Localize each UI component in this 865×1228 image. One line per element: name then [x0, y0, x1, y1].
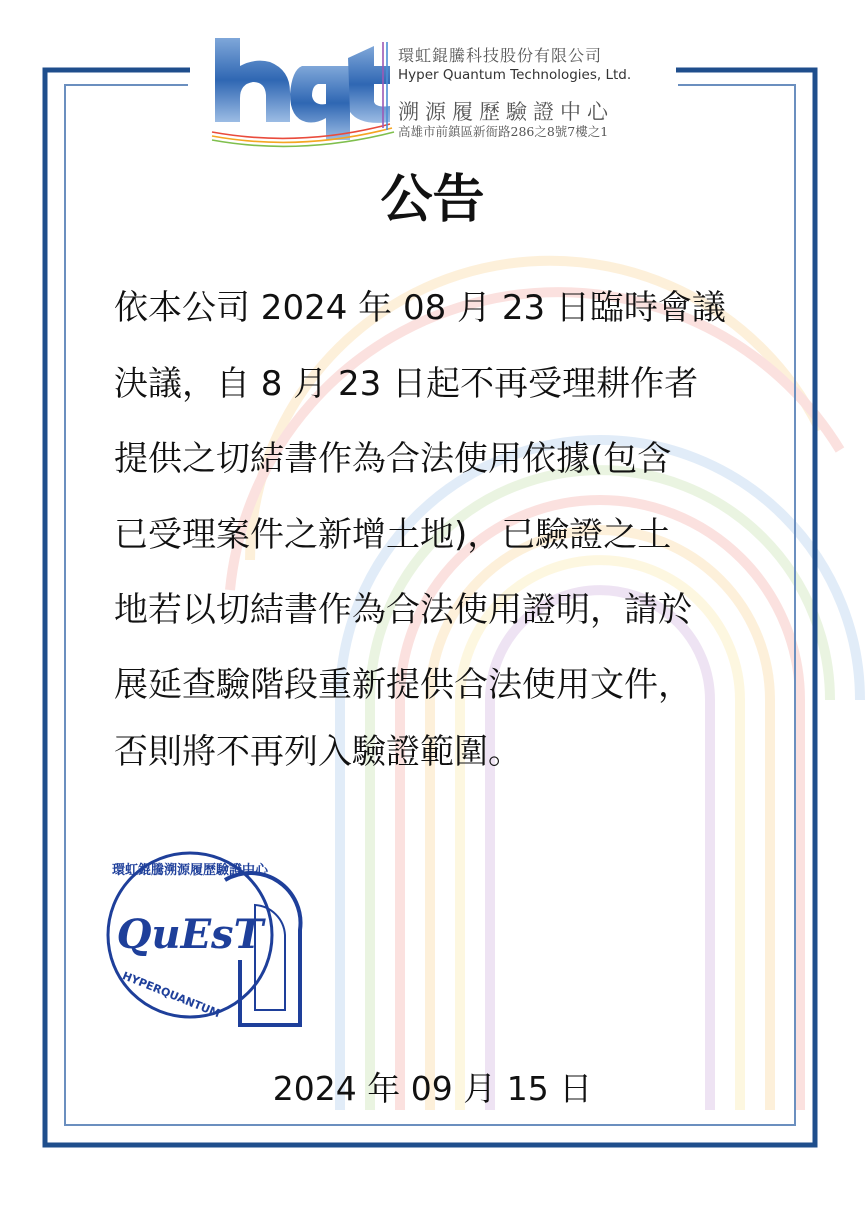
company-name-en: Hyper Quantum Technologies, Ltd.	[398, 67, 632, 83]
hqt-logo	[212, 38, 394, 146]
body-line: 否則將不再列入驗證範圍。	[114, 732, 522, 772]
body-line: 提供之切結書作為合法使用依據(包含	[114, 439, 672, 479]
stamp-brand: QuEsT	[116, 911, 264, 958]
stamp-bottom-text: HYPERQUANTUM	[120, 969, 223, 1021]
body-line: 展延查驗階段重新提供合法使用文件，	[114, 665, 692, 705]
body-line: 已受理案件之新增土地)，已驗證之土	[114, 515, 672, 555]
notice-title: 公告	[380, 170, 485, 230]
body-line: 決議，自 8 月 23 日起不再受理耕作者	[114, 364, 699, 404]
body-line: 依本公司 2024 年 08 月 23 日臨時會議	[114, 288, 726, 328]
center-name: 溯源履歷驗證中心	[398, 100, 614, 124]
company-name-zh: 環虹錕騰科技股份有限公司	[398, 46, 603, 65]
notice-date: 2024 年 09 月 15 日	[272, 1069, 593, 1108]
body-line: 地若以切結書作為合法使用證明，請於	[114, 590, 692, 630]
stamp-ring-text: 環虹錕騰溯源履歷驗證中心	[111, 863, 269, 878]
quest-stamp	[108, 853, 300, 1025]
company-address: 高雄市前鎮區新衙路286之8號7樓之1	[398, 124, 609, 139]
